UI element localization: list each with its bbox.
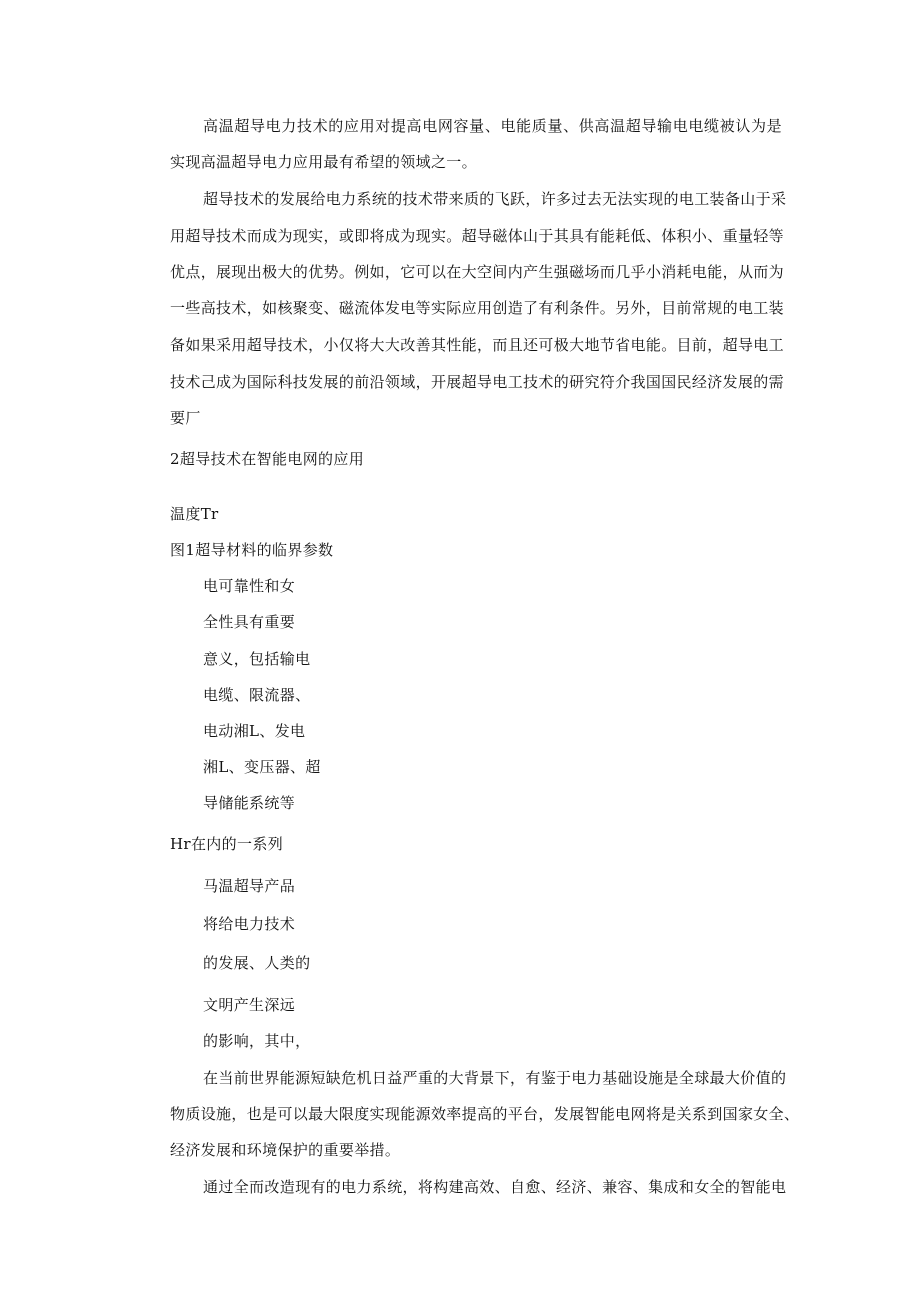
paragraph-2-line-1: 超导技术的发展给电力系统的技术带来质的飞跃，许多过去无法实现的电工装备山于采 [203, 190, 787, 208]
paragraph-3-line-2: 物质设施，也是可以最大限度实现能源效率提高的平台，发展智能电网将是关系到国家女全、 [170, 1105, 800, 1123]
paragraph-2-line-6: 技术己成为国际科技发展的前沿领域，开展超导电工技术的研究符介我国国民经济发展的需 [170, 373, 785, 391]
column-line: 导储能系统等 [203, 794, 296, 812]
paragraph-4-line-1: 通过全而改造现有的电力系统，将构建高效、自愈、经济、兼容、集成和女全的智能电 [203, 1178, 787, 1196]
figure-caption: 图1超导材料的临界参数 [170, 541, 334, 559]
paragraph-2-line-7: 要厂 [170, 409, 201, 427]
column-line: 的影响，其中， [203, 1032, 311, 1050]
paragraph-3-line-1: 在当前世界能源短缺危机日益严重的大背景下，有鉴于电力基础设施是全球最大价值的 [203, 1069, 787, 1087]
column-line: 马温超导产品 [203, 877, 296, 895]
paragraph-2-line-5: 备如果采用超导技术，小仅将大大改善其性能，而且还可极大地节省电能。目前，超导电工 [170, 336, 785, 354]
paragraph-2-line-4: 一些高技术，如核聚变、磁流体发电等实际应用创造了有利条件。另外，目前常规的电工装 [170, 299, 785, 317]
column-line: 电可靠性和女 [203, 577, 296, 595]
paragraph-2-line-3: 优点，展现出极大的优势。例如，它可以在大空间内产生强磁场而几乎小消耗电能，从而为 [170, 263, 785, 281]
column-line: 的发展、人类的 [203, 954, 311, 972]
paragraph-3-line-3: 经济发展和环境保护的重要举措。 [170, 1141, 401, 1159]
column-line: 电缆、限流器、 [203, 686, 311, 704]
column-line: 电动湘L、发电 [203, 722, 306, 740]
column-line: 将给电力技术 [203, 915, 296, 933]
column-line: 湘L、变压器、超 [203, 758, 321, 776]
figure-fragment: Hr在内的一系列 [170, 835, 284, 853]
paragraph-1-line-1: 高温超导电力技术的应用对提高电网容量、电能质量、供高温超导输电电缆被认为是 [203, 117, 782, 135]
paragraph-1-line-2: 实现高温超导电力应用最有希望的领域之一。 [170, 153, 478, 171]
column-line: 意义，包括输电 [203, 650, 311, 668]
column-line: 文明产生深远 [203, 996, 296, 1014]
figure-axis-label: 温度Tr [170, 505, 219, 523]
paragraph-2-line-2: 用超导技术而成为现实，或即将成为现实。超导磁体山于其具有能耗低、体积小、重量轻等 [170, 227, 785, 245]
section-heading: 2超导技术在智能电网的应用 [170, 450, 365, 468]
column-line: 全性具有重要 [203, 613, 296, 631]
